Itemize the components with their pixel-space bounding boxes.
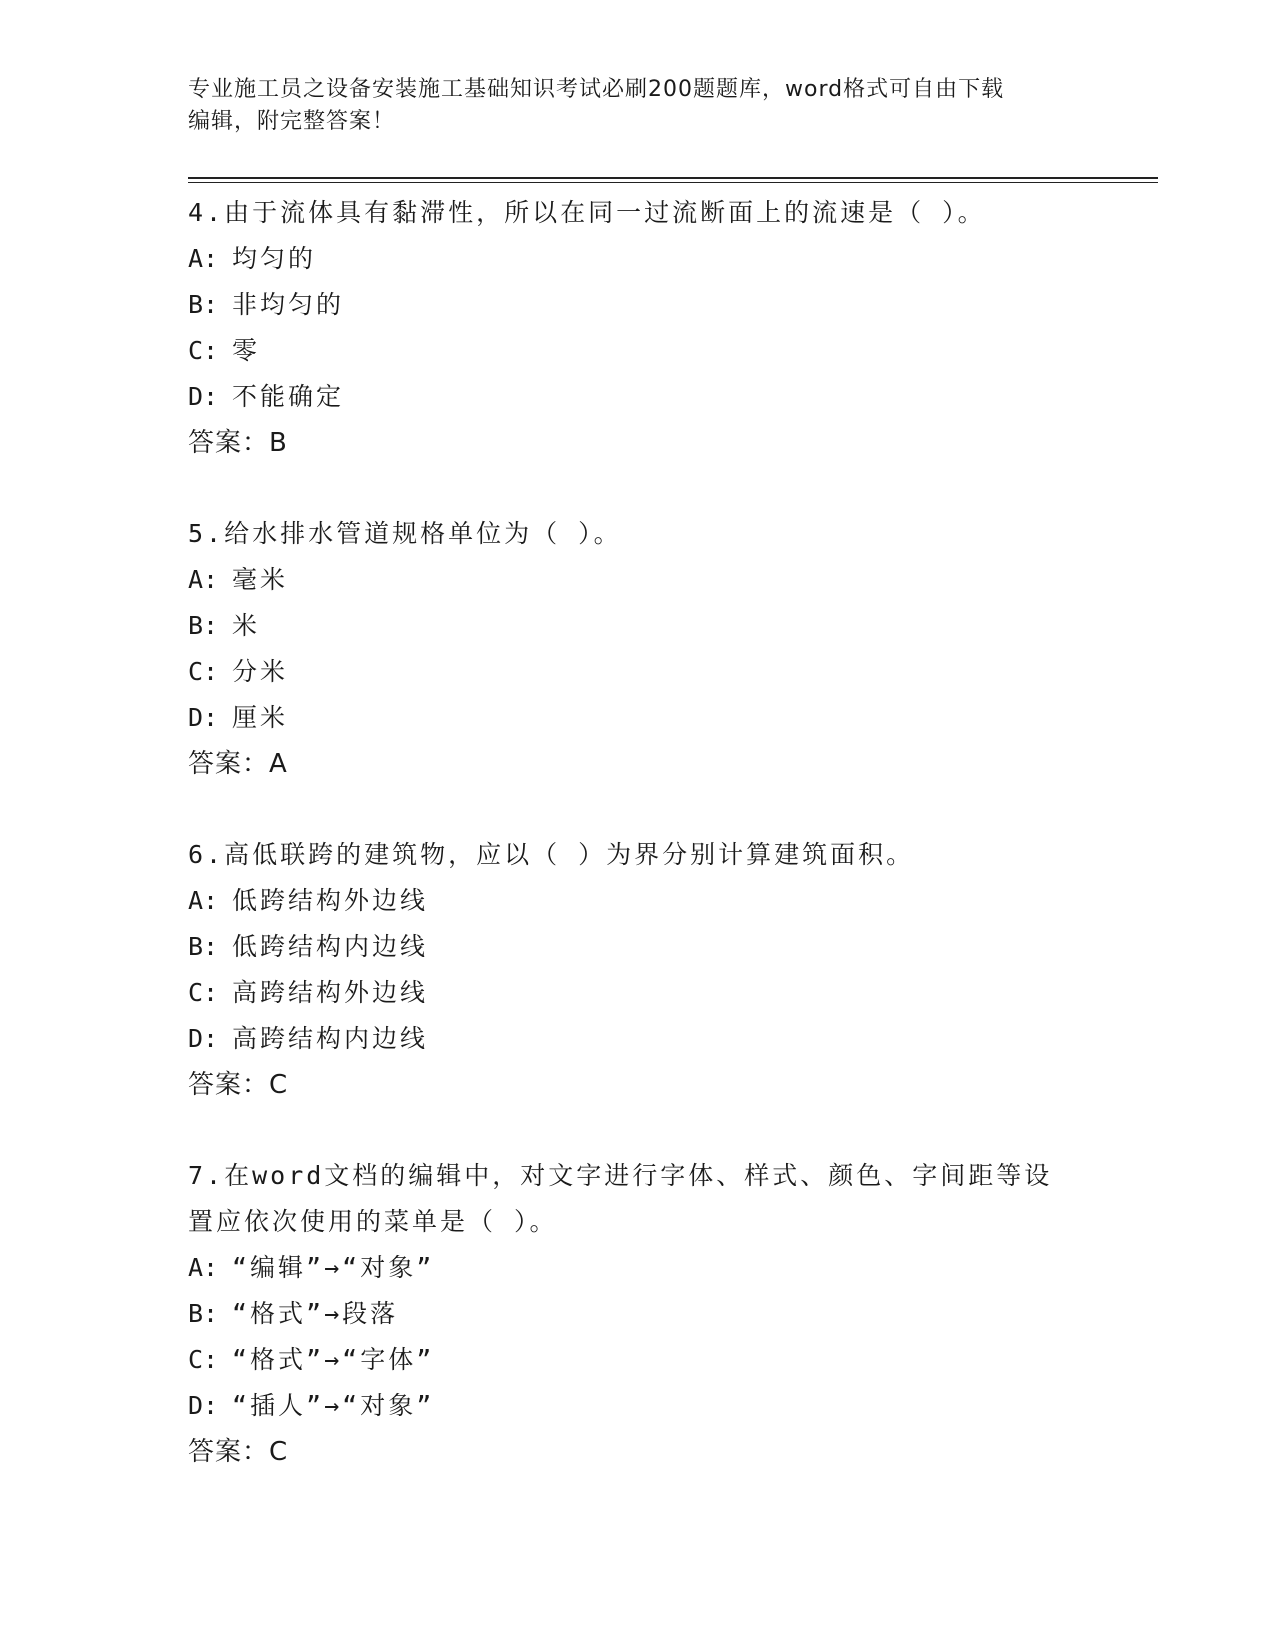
option-text: 高跨结构外边线: [232, 978, 429, 1007]
question-text: 6.高低联跨的建筑物，应以（ ）为界分别计算建筑面积。: [188, 840, 915, 869]
question-spacer: [188, 787, 1088, 832]
option-label: B:: [188, 290, 219, 319]
option-label: C:: [188, 978, 219, 1007]
answer-line: 答案：B: [188, 428, 288, 458]
option-c: [188, 328, 1088, 374]
question-7: [188, 1153, 1088, 1475]
option-a: [188, 236, 1088, 282]
question-6: [188, 832, 1088, 1108]
answer-line: 答案：C: [188, 1070, 289, 1100]
option-b: [188, 282, 1088, 328]
option-label: D:: [188, 1024, 219, 1053]
option-label: D:: [188, 703, 219, 732]
option-label: D:: [188, 382, 219, 411]
option-text: 毫米: [232, 565, 289, 594]
option-text: 高跨结构内边线: [232, 1024, 429, 1053]
option-text: 分米: [232, 657, 289, 686]
option-label: D:: [188, 1391, 219, 1420]
document-header: [188, 74, 1088, 138]
option-c: [188, 1337, 1088, 1383]
option-b: [188, 603, 1088, 649]
option-b: [188, 924, 1088, 970]
option-a: [188, 557, 1088, 603]
option-label: A:: [188, 565, 219, 594]
option-text: “插人”→“对象”: [232, 1391, 435, 1420]
option-text: “编辑”→“对象”: [232, 1253, 435, 1282]
question-spacer: [188, 466, 1088, 511]
option-label: A:: [188, 244, 219, 273]
question-spacer: [188, 1108, 1088, 1153]
option-text: 零: [232, 336, 261, 365]
header-line-2: 编辑，附完整答案！: [188, 109, 396, 134]
question-list: [188, 190, 1088, 1475]
question-5: [188, 511, 1088, 787]
option-text: 米: [232, 611, 261, 640]
option-a: [188, 1245, 1088, 1291]
option-label: B:: [188, 932, 219, 961]
option-label: C:: [188, 336, 219, 365]
question-4: [188, 190, 1088, 466]
answer-line: 答案：A: [188, 749, 288, 779]
option-c: [188, 970, 1088, 1016]
question-text: 4.由于流体具有黏滞性，所以在同一过流断面上的流速是（ ）。: [188, 198, 986, 227]
option-d: [188, 1383, 1088, 1429]
option-text: 均匀的: [232, 244, 317, 273]
header-line-1: 专业施工员之设备安装施工基础知识考试必刷200题题库，word格式可自由下载: [188, 77, 1005, 102]
option-d: [188, 374, 1088, 420]
option-text: 厘米: [232, 703, 289, 732]
option-label: B:: [188, 1299, 219, 1328]
option-text: “格式”→段落: [232, 1299, 399, 1328]
option-label: C:: [188, 1345, 219, 1374]
option-label: A:: [188, 1253, 219, 1282]
option-text: 低跨结构外边线: [232, 886, 429, 915]
option-text: 非均匀的: [232, 290, 345, 319]
option-d: [188, 1016, 1088, 1062]
option-c: [188, 649, 1088, 695]
header-divider-thick: [188, 177, 1158, 179]
option-label: B:: [188, 611, 219, 640]
option-d: [188, 695, 1088, 741]
header-divider-thin: [188, 182, 1158, 183]
option-b: [188, 1291, 1088, 1337]
option-text: 低跨结构内边线: [232, 932, 429, 961]
question-text-line-1: 7.在word文档的编辑中，对文字进行字体、样式、颜色、字间距等设: [188, 1161, 1053, 1190]
option-label: A:: [188, 886, 219, 915]
option-a: [188, 878, 1088, 924]
option-text: “格式”→“字体”: [232, 1345, 435, 1374]
question-text-line-2: 置应依次使用的菜单是（ ）。: [188, 1207, 558, 1236]
question-text: 5.给水排水管道规格单位为（ ）。: [188, 519, 622, 548]
answer-line: 答案：C: [188, 1437, 289, 1467]
option-text: 不能确定: [232, 382, 345, 411]
option-label: C:: [188, 657, 219, 686]
